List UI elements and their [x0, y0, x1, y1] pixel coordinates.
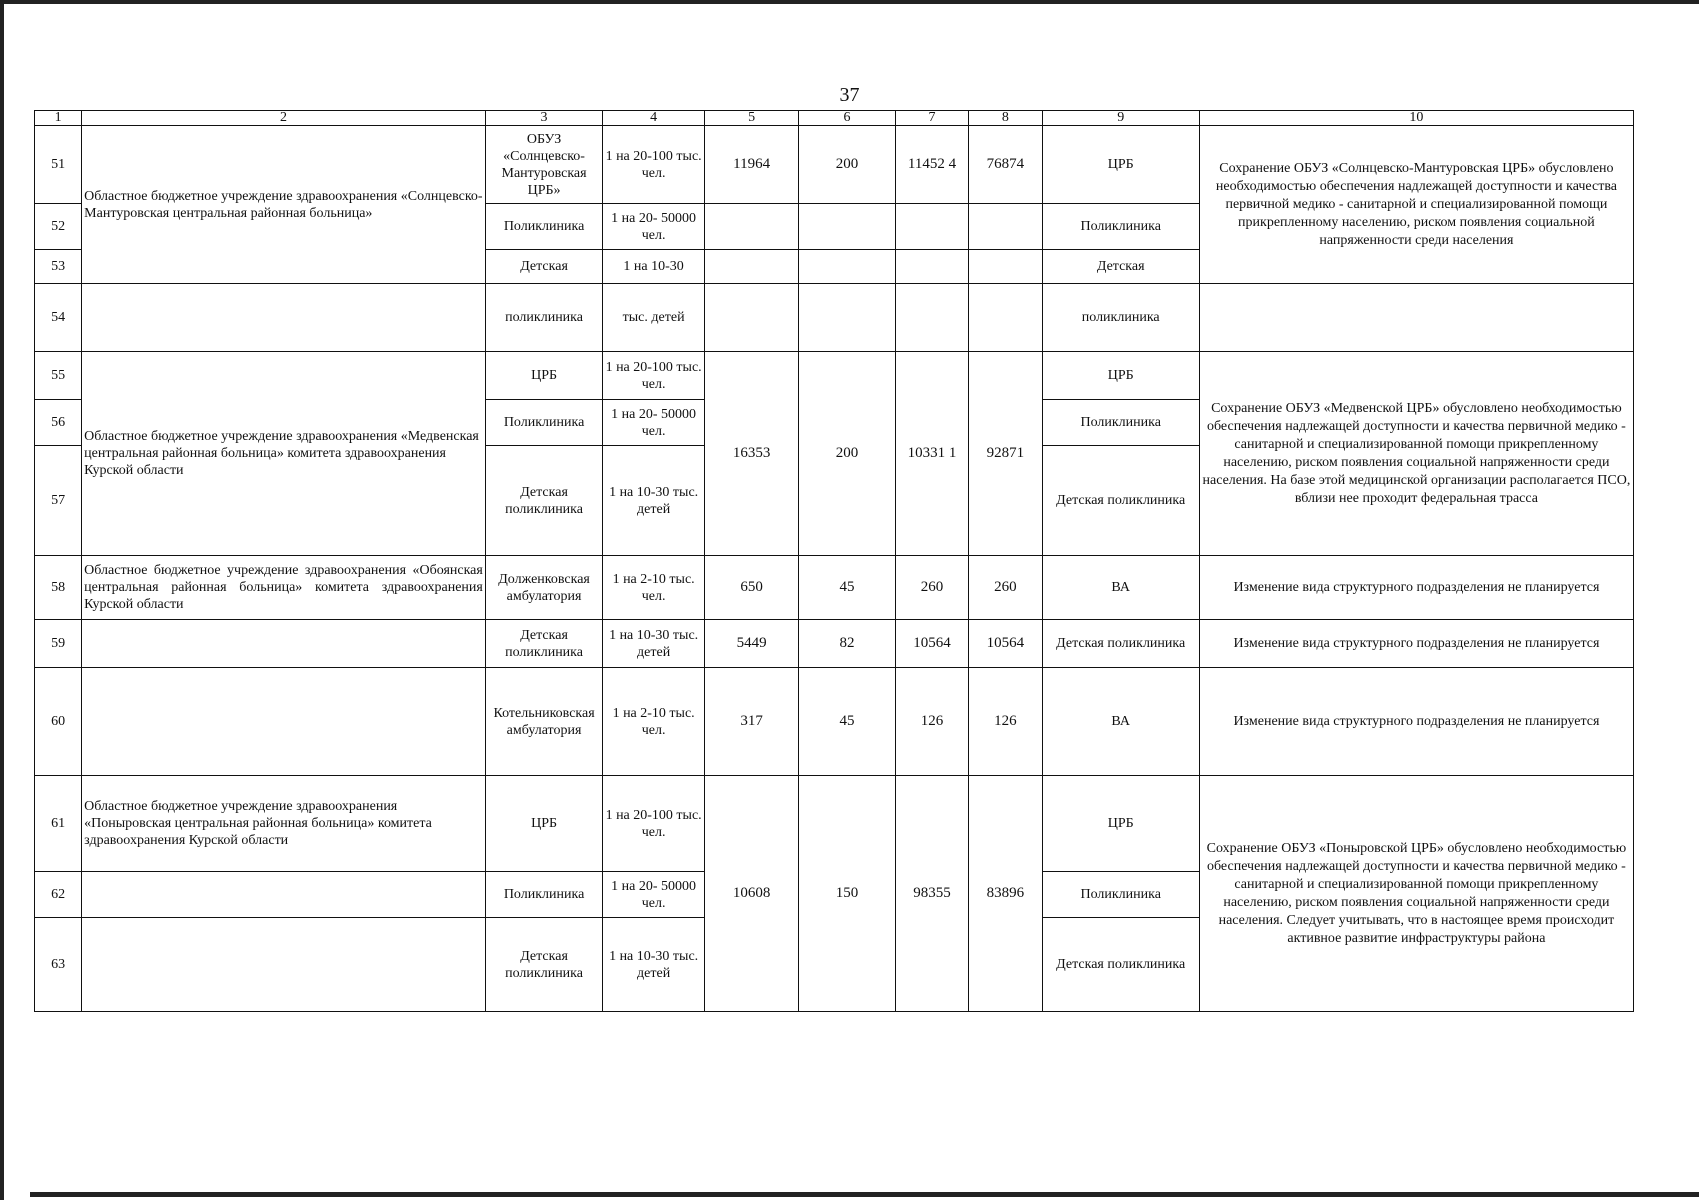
row-number: 53: [35, 250, 82, 284]
col7-value: [895, 250, 968, 284]
header-cell: 8: [969, 111, 1042, 126]
structural-unit: Поликлиника: [485, 400, 602, 446]
scan-border-top: [0, 0, 1699, 4]
unit-type: Поликлиника: [1042, 872, 1199, 918]
header-cell: 2: [82, 111, 486, 126]
justification-note: Сохранение ОБУЗ «Медвенской ЦРБ» обусловлено необходимостью обеспечения надлежащей доступности и качества первичной медико - санитарной и специализированной помощи прикрепленному населению, риском появления социальной напряженности среди населения. На базе этой медицинской организации располагается ПСО, вблизи нее проходит федеральная трасса: [1199, 352, 1633, 556]
population-norm: тыс. детей: [603, 284, 705, 352]
population-norm: 1 на 10-30 тыс. детей: [603, 620, 705, 668]
unit-type: поликлиника: [1042, 284, 1199, 352]
col8-value: 92871: [969, 352, 1042, 556]
header-cell: 6: [799, 111, 895, 126]
row-number: 60: [35, 668, 82, 776]
col6-value: 200: [799, 126, 895, 204]
col6-value: 200: [799, 352, 895, 556]
unit-type: Детская поликлиника: [1042, 446, 1199, 556]
col5-value: 5449: [704, 620, 798, 668]
col5-value: 16353: [704, 352, 798, 556]
justification-note: Изменение вида структурного подразделения не планируется: [1199, 668, 1633, 776]
row-number: 62: [35, 872, 82, 918]
justification-note: Изменение вида структурного подразделения не планируется: [1199, 556, 1633, 620]
population-norm: 1 на 2-10 тыс. чел.: [603, 556, 705, 620]
col7-value: [895, 204, 968, 250]
row-number: 52: [35, 204, 82, 250]
header-cell: 9: [1042, 111, 1199, 126]
col5-value: 10608: [704, 776, 798, 1012]
population-norm: 1 на 20- 50000 чел.: [603, 400, 705, 446]
population-norm: 1 на 10-30 тыс. детей: [603, 446, 705, 556]
col8-value: 83896: [969, 776, 1042, 1012]
organization-name: Областное бюджетное учреждение здравоохранения «Медвенская центральная районная больница» комитета здравоохранения Курской области: [82, 352, 486, 556]
col8-value: 126: [969, 668, 1042, 776]
structural-unit: ЦРБ: [485, 776, 602, 872]
col7-value: 260: [895, 556, 968, 620]
row-number: 63: [35, 918, 82, 1012]
unit-type: Детская поликлиника: [1042, 620, 1199, 668]
unit-type: ВА: [1042, 556, 1199, 620]
table-row: [35, 556, 1634, 620]
col6-value: [799, 284, 895, 352]
unit-type: Детская: [1042, 250, 1199, 284]
col5-value: [704, 250, 798, 284]
structural-unit: ОБУЗ «Солнцевско-Мантуровская ЦРБ»: [485, 126, 602, 204]
unit-type: ЦРБ: [1042, 776, 1199, 872]
organization-name: [82, 872, 486, 918]
header-cell: 1: [35, 111, 82, 126]
structural-unit: Детская поликлиника: [485, 620, 602, 668]
scan-border-bottom: [30, 1192, 1699, 1197]
table-row: [35, 352, 1634, 400]
structural-unit: Котельниковская амбулатория: [485, 668, 602, 776]
structural-unit: Долженковская амбулатория: [485, 556, 602, 620]
structural-unit: Детская поликлиника: [485, 918, 602, 1012]
row-number: 56: [35, 400, 82, 446]
population-norm: 1 на 20-100 тыс. чел.: [603, 776, 705, 872]
unit-type: ЦРБ: [1042, 352, 1199, 400]
population-norm: 1 на 20-100 тыс. чел.: [603, 352, 705, 400]
col5-value: 11964: [704, 126, 798, 204]
col7-value: 98355: [895, 776, 968, 1012]
population-norm: 1 на 20- 50000 чел.: [603, 204, 705, 250]
organization-name: [82, 620, 486, 668]
header-cell: 7: [895, 111, 968, 126]
organization-name: Областное бюджетное учреждение здравоохранения «Обоянская центральная районная больница» комитета здравоохранения Курской области: [82, 556, 486, 620]
col8-value: [969, 284, 1042, 352]
facilities-table: [34, 110, 1634, 1012]
structural-unit: ЦРБ: [485, 352, 602, 400]
header-cell: 3: [485, 111, 602, 126]
col6-value: 45: [799, 668, 895, 776]
row-number: 58: [35, 556, 82, 620]
table-row: [35, 668, 1634, 776]
col7-value: 10564: [895, 620, 968, 668]
table-row: [35, 776, 1634, 872]
table-row: [35, 284, 1634, 352]
col6-value: 82: [799, 620, 895, 668]
col8-value: 260: [969, 556, 1042, 620]
header-row: [35, 111, 1634, 126]
population-norm: 1 на 20- 50000 чел.: [603, 872, 705, 918]
col8-value: 10564: [969, 620, 1042, 668]
row-number: 54: [35, 284, 82, 352]
structural-unit: Поликлиника: [485, 872, 602, 918]
col5-value: [704, 284, 798, 352]
col6-value: 45: [799, 556, 895, 620]
table-row: [35, 620, 1634, 668]
structural-unit: Детская: [485, 250, 602, 284]
organization-name: [82, 668, 486, 776]
organization-name: [82, 284, 486, 352]
scan-border-left: [0, 0, 4, 1200]
unit-type: ВА: [1042, 668, 1199, 776]
col8-value: [969, 204, 1042, 250]
structural-unit: поликлиника: [485, 284, 602, 352]
row-number: 55: [35, 352, 82, 400]
col6-value: [799, 250, 895, 284]
unit-type: Детская поликлиника: [1042, 918, 1199, 1012]
unit-type: ЦРБ: [1042, 126, 1199, 204]
population-norm: 1 на 2-10 тыс. чел.: [603, 668, 705, 776]
population-norm: 1 на 10-30: [603, 250, 705, 284]
page-number: 37: [839, 84, 860, 106]
row-number: 59: [35, 620, 82, 668]
row-number: 61: [35, 776, 82, 872]
justification-note: Сохранение ОБУЗ «Солнцевско-Мантуровская ЦРБ» обусловлено необходимостью обеспечения надлежащей доступности и качества первичной медико - санитарной и специализированной помощи прикрепленному населению, риском появления социальной напряженности среди населения: [1199, 126, 1633, 284]
header-cell: 5: [704, 111, 798, 126]
header-cell: 4: [603, 111, 705, 126]
structural-unit: Детская поликлиника: [485, 446, 602, 556]
row-number: 51: [35, 126, 82, 204]
organization-name: Областное бюджетное учреждение здравоохранения «Солнцевско-Мантуровская центральная районная больница»: [82, 126, 486, 284]
col7-value: 126: [895, 668, 968, 776]
unit-type: Поликлиника: [1042, 400, 1199, 446]
col5-value: 650: [704, 556, 798, 620]
header-cell: 10: [1199, 111, 1633, 126]
col5-value: [704, 204, 798, 250]
col7-value: [895, 284, 968, 352]
col6-value: [799, 204, 895, 250]
justification-note: [1199, 284, 1633, 352]
structural-unit: Поликлиника: [485, 204, 602, 250]
population-norm: 1 на 20-100 тыс. чел.: [603, 126, 705, 204]
organization-name: Областное бюджетное учреждение здравоохранения «Поныровская центральная районная больница» комитета здравоохранения Курской области: [82, 776, 486, 872]
col5-value: 317: [704, 668, 798, 776]
col6-value: 150: [799, 776, 895, 1012]
row-number: 57: [35, 446, 82, 556]
col8-value: 76874: [969, 126, 1042, 204]
justification-note: Сохранение ОБУЗ «Поныровской ЦРБ» обусловлено необходимостью обеспечения надлежащей доступности и качества первичной медико - санитарной и специализированной помощи прикрепленному населению, риском появления социальной напряженности среди населения. Следует учитывать, что в настоящее время происходит активное развитие инфраструктуры района: [1199, 776, 1633, 1012]
organization-name: [82, 918, 486, 1012]
unit-type: Поликлиника: [1042, 204, 1199, 250]
col7-value: 11452 4: [895, 126, 968, 204]
table-row: [35, 126, 1634, 204]
population-norm: 1 на 10-30 тыс. детей: [603, 918, 705, 1012]
col8-value: [969, 250, 1042, 284]
justification-note: Изменение вида структурного подразделения не планируется: [1199, 620, 1633, 668]
col7-value: 10331 1: [895, 352, 968, 556]
